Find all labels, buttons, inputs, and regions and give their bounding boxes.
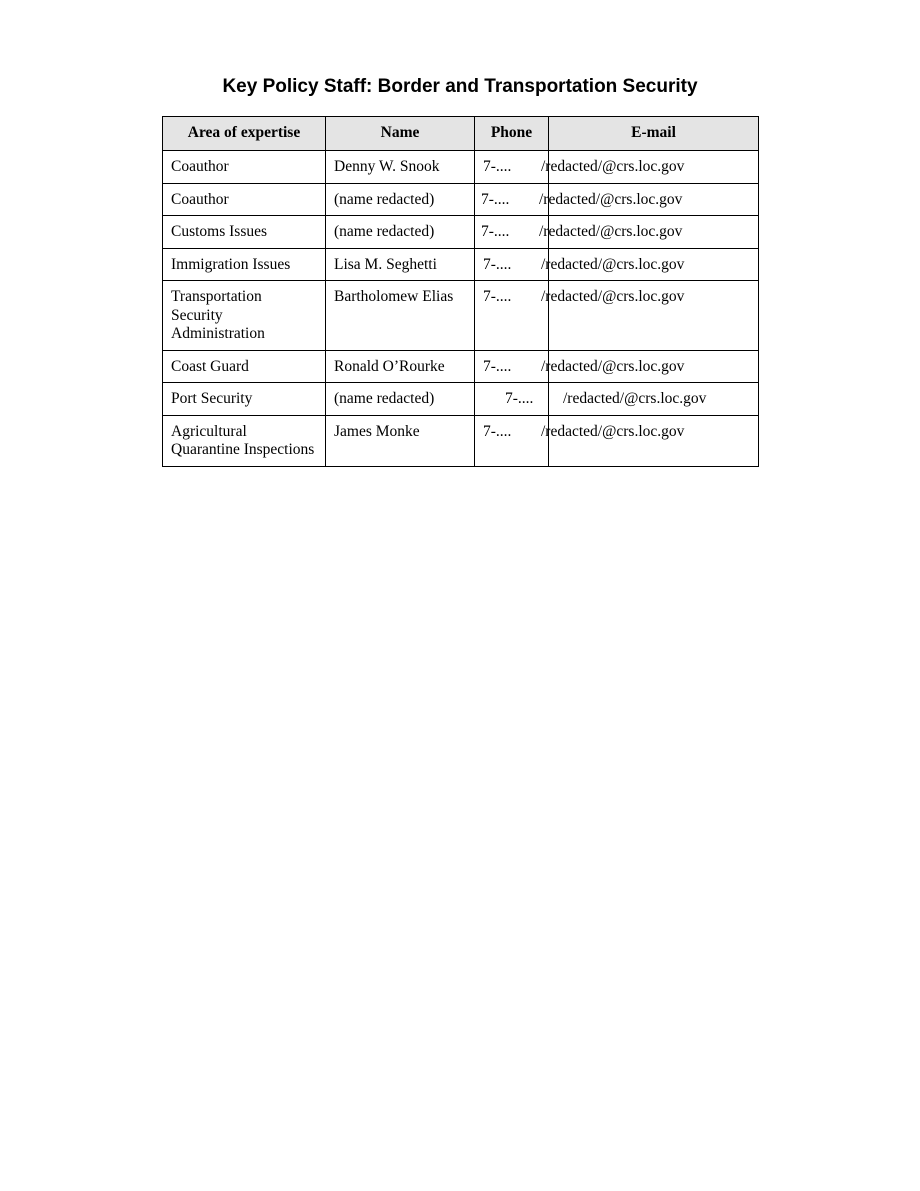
name-cell: James Monke xyxy=(326,415,475,466)
table-row xyxy=(163,383,759,416)
header-area-of-expertise: Area of expertise xyxy=(163,117,326,151)
email-cell: /redacted/@crs.loc.gov xyxy=(549,415,759,466)
table-header-row xyxy=(163,117,759,151)
phone-cell: 7-.... xyxy=(475,383,549,416)
name-cell: (name redacted) xyxy=(326,216,475,249)
email-cell: /redacted/@crs.loc.gov xyxy=(549,248,759,281)
phone-cell: 7-.... xyxy=(475,248,549,281)
area-cell: Coauthor xyxy=(163,183,326,216)
area-cell: Coauthor xyxy=(163,151,326,184)
email-cell: /redacted/@crs.loc.gov xyxy=(549,281,759,351)
email-cell: /redacted/@crs.loc.gov xyxy=(549,183,759,216)
name-cell: Lisa M. Seghetti xyxy=(326,248,475,281)
area-cell: Agricultural Quarantine Inspections xyxy=(163,415,326,466)
header-email: E-mail xyxy=(549,117,759,151)
table-row xyxy=(163,183,759,216)
phone-cell: 7-.... xyxy=(475,151,549,184)
email-cell: /redacted/@crs.loc.gov xyxy=(549,383,759,416)
table-row xyxy=(163,415,759,466)
phone-cell: 7-.... xyxy=(475,350,549,383)
area-cell: Port Security xyxy=(163,383,326,416)
email-cell: /redacted/@crs.loc.gov xyxy=(549,350,759,383)
area-cell: Immigration Issues xyxy=(163,248,326,281)
table-row xyxy=(163,248,759,281)
name-cell: (name redacted) xyxy=(326,383,475,416)
table-row xyxy=(163,216,759,249)
name-cell: Bartholomew Elias xyxy=(326,281,475,351)
phone-cell: 7-.... xyxy=(475,183,549,216)
table-row xyxy=(163,350,759,383)
staff-table xyxy=(162,116,759,467)
table-row xyxy=(163,151,759,184)
header-name: Name xyxy=(326,117,475,151)
table-row xyxy=(163,281,759,351)
phone-cell: 7-.... xyxy=(475,415,549,466)
page-title: Key Policy Staff: Border and Transportation Security xyxy=(222,76,698,97)
area-cell: Coast Guard xyxy=(163,350,326,383)
name-cell: Denny W. Snook xyxy=(326,151,475,184)
phone-cell: 7-.... xyxy=(475,216,549,249)
phone-cell: 7-.... xyxy=(475,281,549,351)
area-cell: Customs Issues xyxy=(163,216,326,249)
name-cell: (name redacted) xyxy=(326,183,475,216)
email-cell: /redacted/@crs.loc.gov xyxy=(549,216,759,249)
email-cell: /redacted/@crs.loc.gov xyxy=(549,151,759,184)
name-cell: Ronald O’Rourke xyxy=(326,350,475,383)
area-cell: Transportation Security Administration xyxy=(163,281,326,351)
header-phone: Phone xyxy=(475,117,549,151)
